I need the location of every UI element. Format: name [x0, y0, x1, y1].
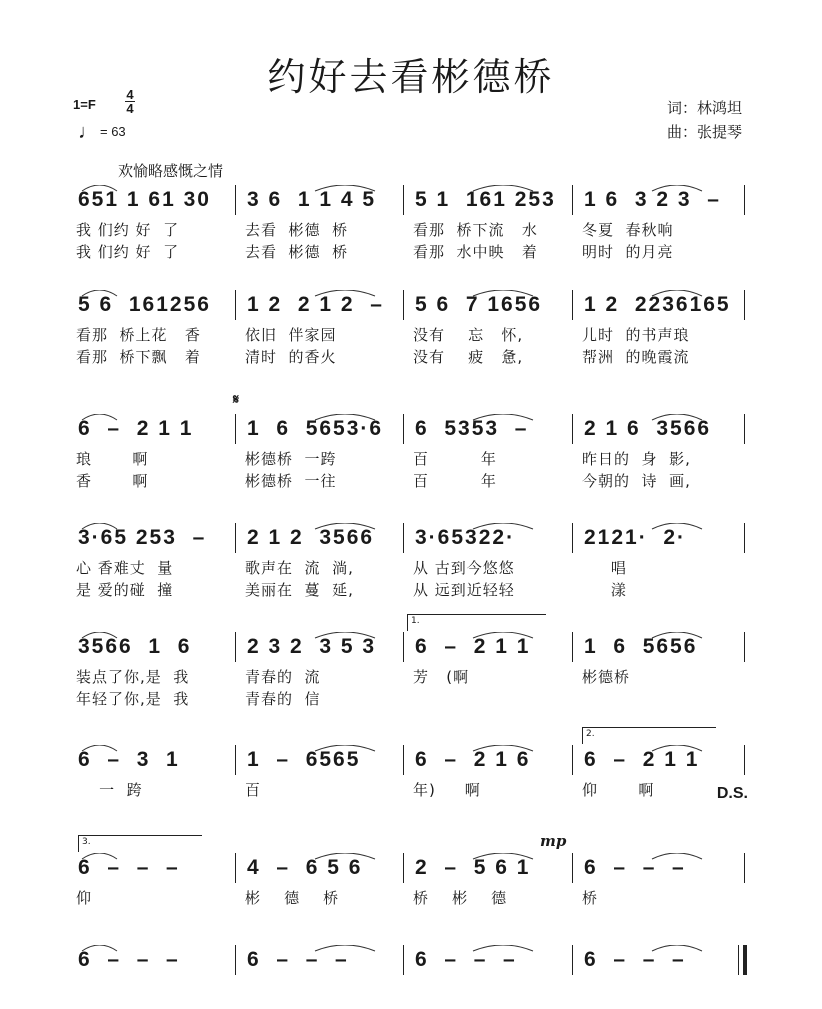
- lyric-segment: 依旧 伴家园: [245, 326, 337, 344]
- measure-notes: 5 1 161 253: [415, 188, 556, 211]
- measure: [78, 414, 193, 444]
- lyric-segment: 仰: [76, 889, 93, 907]
- barline: [744, 290, 745, 320]
- key-signature: 1=F: [73, 97, 96, 112]
- measure-notes: 5 6 7 1656: [415, 293, 543, 316]
- measure: [247, 853, 362, 883]
- lyrics-row: [72, 557, 752, 579]
- lyrics-row: [72, 241, 752, 263]
- time-signature: [124, 88, 136, 115]
- notes-row: [72, 290, 752, 324]
- measure-notes: 3·65322·: [415, 526, 516, 549]
- lyrics-row: [72, 688, 752, 710]
- song-title: 约好去看彬德桥: [267, 55, 555, 99]
- lyric-segment: 漾: [582, 581, 627, 599]
- lyric-segment: 唱: [582, 559, 627, 577]
- measure: [415, 290, 542, 320]
- measure: [584, 945, 686, 975]
- barline: [235, 523, 236, 553]
- barline: [403, 290, 404, 320]
- lyric-segment: 歌声在 流 淌,: [245, 559, 354, 577]
- notes-row: [72, 523, 752, 557]
- lyric-segment: 我 们约 好 了: [76, 243, 180, 261]
- lyric-segment: 百 年: [413, 450, 497, 468]
- barline: [235, 414, 236, 444]
- measure: [78, 745, 180, 775]
- final-barline: [738, 945, 747, 975]
- lyrics-row: [72, 324, 752, 346]
- lyric-segment: 年轻了你,是 我: [76, 690, 190, 708]
- measure-notes: 1 2 2 1 2 –: [247, 293, 384, 316]
- lyric-segment: 彬 德 桥: [245, 889, 340, 907]
- measure: [415, 414, 528, 444]
- measure: [78, 290, 211, 320]
- measure-notes: 3·65 253 –: [78, 526, 207, 549]
- barline: [235, 945, 236, 975]
- score-line: [72, 392, 752, 492]
- lyric-segment: 美丽在 蔓 延,: [245, 581, 354, 599]
- barline: [572, 290, 573, 320]
- score-line: [72, 729, 752, 802]
- measure-notes: 1 6 5653·6: [247, 417, 384, 440]
- measure: [78, 853, 180, 883]
- measure-notes: 2 – 5 6 1: [415, 856, 531, 879]
- measure-notes: 1 2 2236165: [584, 293, 731, 316]
- measure: [78, 185, 211, 215]
- score-line: [72, 616, 752, 710]
- lyric-segment: 彬德桥 一跨: [245, 450, 337, 468]
- dynamic-mark: mp: [540, 832, 567, 850]
- credits: [667, 96, 742, 144]
- lyrics-row: [72, 666, 752, 688]
- measure-notes: 6 – – –: [584, 948, 686, 971]
- lyric-segment: 从 远到近轻轻: [413, 581, 515, 599]
- time-signature-bottom: 4: [126, 101, 134, 116]
- lyric-segment: 昨日的 身 影,: [582, 450, 691, 468]
- measure: [415, 945, 517, 975]
- measure: [247, 290, 384, 320]
- measure-notes: 6 – – –: [78, 948, 180, 971]
- notes-row: [72, 945, 752, 979]
- notes-row: [72, 185, 752, 219]
- lyric-segment: 心 香难丈 量: [76, 559, 174, 577]
- lyric-segment: 是 爱的碰 撞: [76, 581, 174, 599]
- barline: [235, 290, 236, 320]
- lyric-segment: 去看 彬德 桥: [245, 221, 349, 239]
- measure: [415, 185, 556, 215]
- measure: [247, 414, 383, 444]
- measure-notes: 6 – 2 1 1: [584, 748, 700, 771]
- measure: [247, 632, 376, 662]
- barline: [744, 414, 745, 444]
- lyricist: 词：林鸿坦: [666, 99, 742, 117]
- measure-notes: 2 1 2 3566: [247, 526, 375, 549]
- measure: [247, 185, 376, 215]
- time-signature-top: 4: [126, 87, 134, 102]
- measure-notes: 6 5353 –: [415, 417, 529, 440]
- lyric-segment: 没有 疲 惫,: [413, 348, 524, 366]
- lyric-segment: 没有 忘 怀,: [413, 326, 524, 344]
- lyrics-row: [72, 448, 752, 470]
- barline: [744, 632, 745, 662]
- measure-notes: 6 – 2 1 6: [415, 748, 531, 771]
- lyric-segment: 去看 彬德 桥: [245, 243, 349, 261]
- measure-notes: 6 – 2 1 1: [415, 635, 531, 658]
- lyrics-row: [72, 887, 752, 909]
- measure-notes: 1 6 5656: [584, 635, 698, 658]
- barline: [403, 745, 404, 775]
- volta-ending: 3.: [78, 835, 202, 852]
- composer: 曲：张提琴: [666, 123, 742, 141]
- measure-notes: 6 – – –: [584, 856, 686, 879]
- measure: [584, 414, 711, 444]
- barline: [572, 414, 573, 444]
- measure: [584, 745, 699, 775]
- expression-mark: 欢愉略感慨之情: [118, 162, 224, 180]
- measure-notes: 6 – – –: [247, 948, 349, 971]
- lyric-segment: 看那 水中映 着: [413, 243, 538, 261]
- measure: [415, 523, 515, 553]
- barline: [744, 185, 745, 215]
- barline: [744, 523, 745, 553]
- quarter-note-icon: ♩: [78, 121, 98, 143]
- lyric-segment: 百: [245, 781, 262, 799]
- tempo-mark: [78, 121, 126, 143]
- lyrics-row: [72, 779, 752, 801]
- measure-notes: 6 – – –: [415, 948, 517, 971]
- lyric-segment: 装点了你,是 我: [76, 668, 190, 686]
- barline: [403, 945, 404, 975]
- lyric-segment: 琅 啊: [76, 450, 149, 468]
- lyric-segment: 看那 桥下飘 着: [76, 348, 201, 366]
- measure-notes: 1 – 6565: [247, 748, 361, 771]
- measure: [78, 945, 180, 975]
- lyric-segment: 冬夏 春秋响: [582, 221, 674, 239]
- lyrics-row: [72, 346, 752, 368]
- lyric-segment: 青春的 信: [245, 690, 321, 708]
- barline: [235, 632, 236, 662]
- measure: [415, 745, 530, 775]
- measure: [584, 185, 721, 215]
- score-line: [72, 945, 752, 979]
- lyric-segment: 芳 (啊: [413, 668, 470, 686]
- lyric-segment: 今朝的 诗 画,: [582, 472, 691, 490]
- lyrics-row: [72, 470, 752, 492]
- lyric-segment: 香 啊: [76, 472, 149, 490]
- measure-notes: 6 – 2 1 1: [78, 417, 194, 440]
- segno-icon: 𝄋: [233, 392, 240, 408]
- volta-first-ending: 1.: [407, 614, 546, 631]
- score-line: [72, 290, 752, 368]
- lyric-segment: 彬德桥: [582, 668, 631, 686]
- lyric-segment: 百 年: [413, 472, 497, 490]
- measure: [584, 853, 686, 883]
- barline: [235, 745, 236, 775]
- measure: [78, 523, 206, 553]
- barline: [572, 185, 573, 215]
- lyric-segment: 仰 啊: [582, 781, 655, 799]
- barline: [744, 853, 745, 883]
- barline: [572, 853, 573, 883]
- measure-notes: 4 – 6 5 6: [247, 856, 363, 879]
- lyric-segment: 从 古到今悠悠: [413, 559, 515, 577]
- score-line: [72, 523, 752, 601]
- lyrics-row: [72, 579, 752, 601]
- barline: [235, 185, 236, 215]
- ds-mark: D.S.: [716, 785, 748, 802]
- measure-notes: 3566 1 6: [78, 635, 192, 658]
- measure: [584, 632, 697, 662]
- barline: [572, 945, 573, 975]
- measure: [247, 523, 374, 553]
- measure-notes: 6 – – –: [78, 856, 180, 879]
- lyric-segment: 儿时 的书声琅: [582, 326, 690, 344]
- measure-notes: 651 1 61 30: [78, 188, 211, 211]
- lyrics-row: [72, 219, 752, 241]
- lyric-segment: 明时 的月亮: [582, 243, 674, 261]
- lyric-segment: 看那 桥上花 香: [76, 326, 201, 344]
- lyric-segment: 年) 啊: [413, 781, 481, 799]
- lyric-segment: 看那 桥下流 水: [413, 221, 538, 239]
- measure-notes: 5 6 161256: [78, 293, 211, 316]
- lyric-segment: 一 跨: [76, 781, 143, 799]
- lyric-segment: 桥: [582, 889, 599, 907]
- measure: [247, 945, 349, 975]
- volta-ending: 2.: [582, 727, 716, 744]
- tempo-value: = 63: [100, 124, 126, 139]
- barline: [403, 632, 404, 662]
- lyric-segment: 青春的 流: [245, 668, 321, 686]
- barline: [403, 523, 404, 553]
- measure-notes: 2 1 6 3566: [584, 417, 712, 440]
- measure: [415, 632, 530, 662]
- notes-row: [72, 392, 752, 448]
- barline: [403, 853, 404, 883]
- barline: [572, 745, 573, 775]
- measure-notes: 2 3 2 3 5 3: [247, 635, 377, 658]
- measure-notes: 1 6 3 2 3 –: [584, 188, 721, 211]
- notes-row: [72, 616, 752, 666]
- lyric-segment: 帮洲 的晚霞流: [582, 348, 690, 366]
- measure: [584, 523, 686, 553]
- barline: [235, 853, 236, 883]
- barline: [744, 745, 745, 775]
- measure: [78, 632, 191, 662]
- measure-notes: 2121· 2·: [584, 526, 687, 549]
- lyric-segment: 彬德桥 一往: [245, 472, 337, 490]
- barline: [572, 632, 573, 662]
- measure: [415, 853, 530, 883]
- barline: [572, 523, 573, 553]
- measure-notes: 6 – 3 1: [78, 748, 180, 771]
- measure-notes: 3 6 1 1 4 5: [247, 188, 377, 211]
- measure: [247, 745, 360, 775]
- barline: [403, 414, 404, 444]
- lyric-segment: 我 们约 好 了: [76, 221, 180, 239]
- lyric-segment: 桥 彬 德: [413, 889, 508, 907]
- lyric-segment: 清时 的香火: [245, 348, 337, 366]
- barline: [403, 185, 404, 215]
- measure: [584, 290, 731, 320]
- score-line: [72, 185, 752, 263]
